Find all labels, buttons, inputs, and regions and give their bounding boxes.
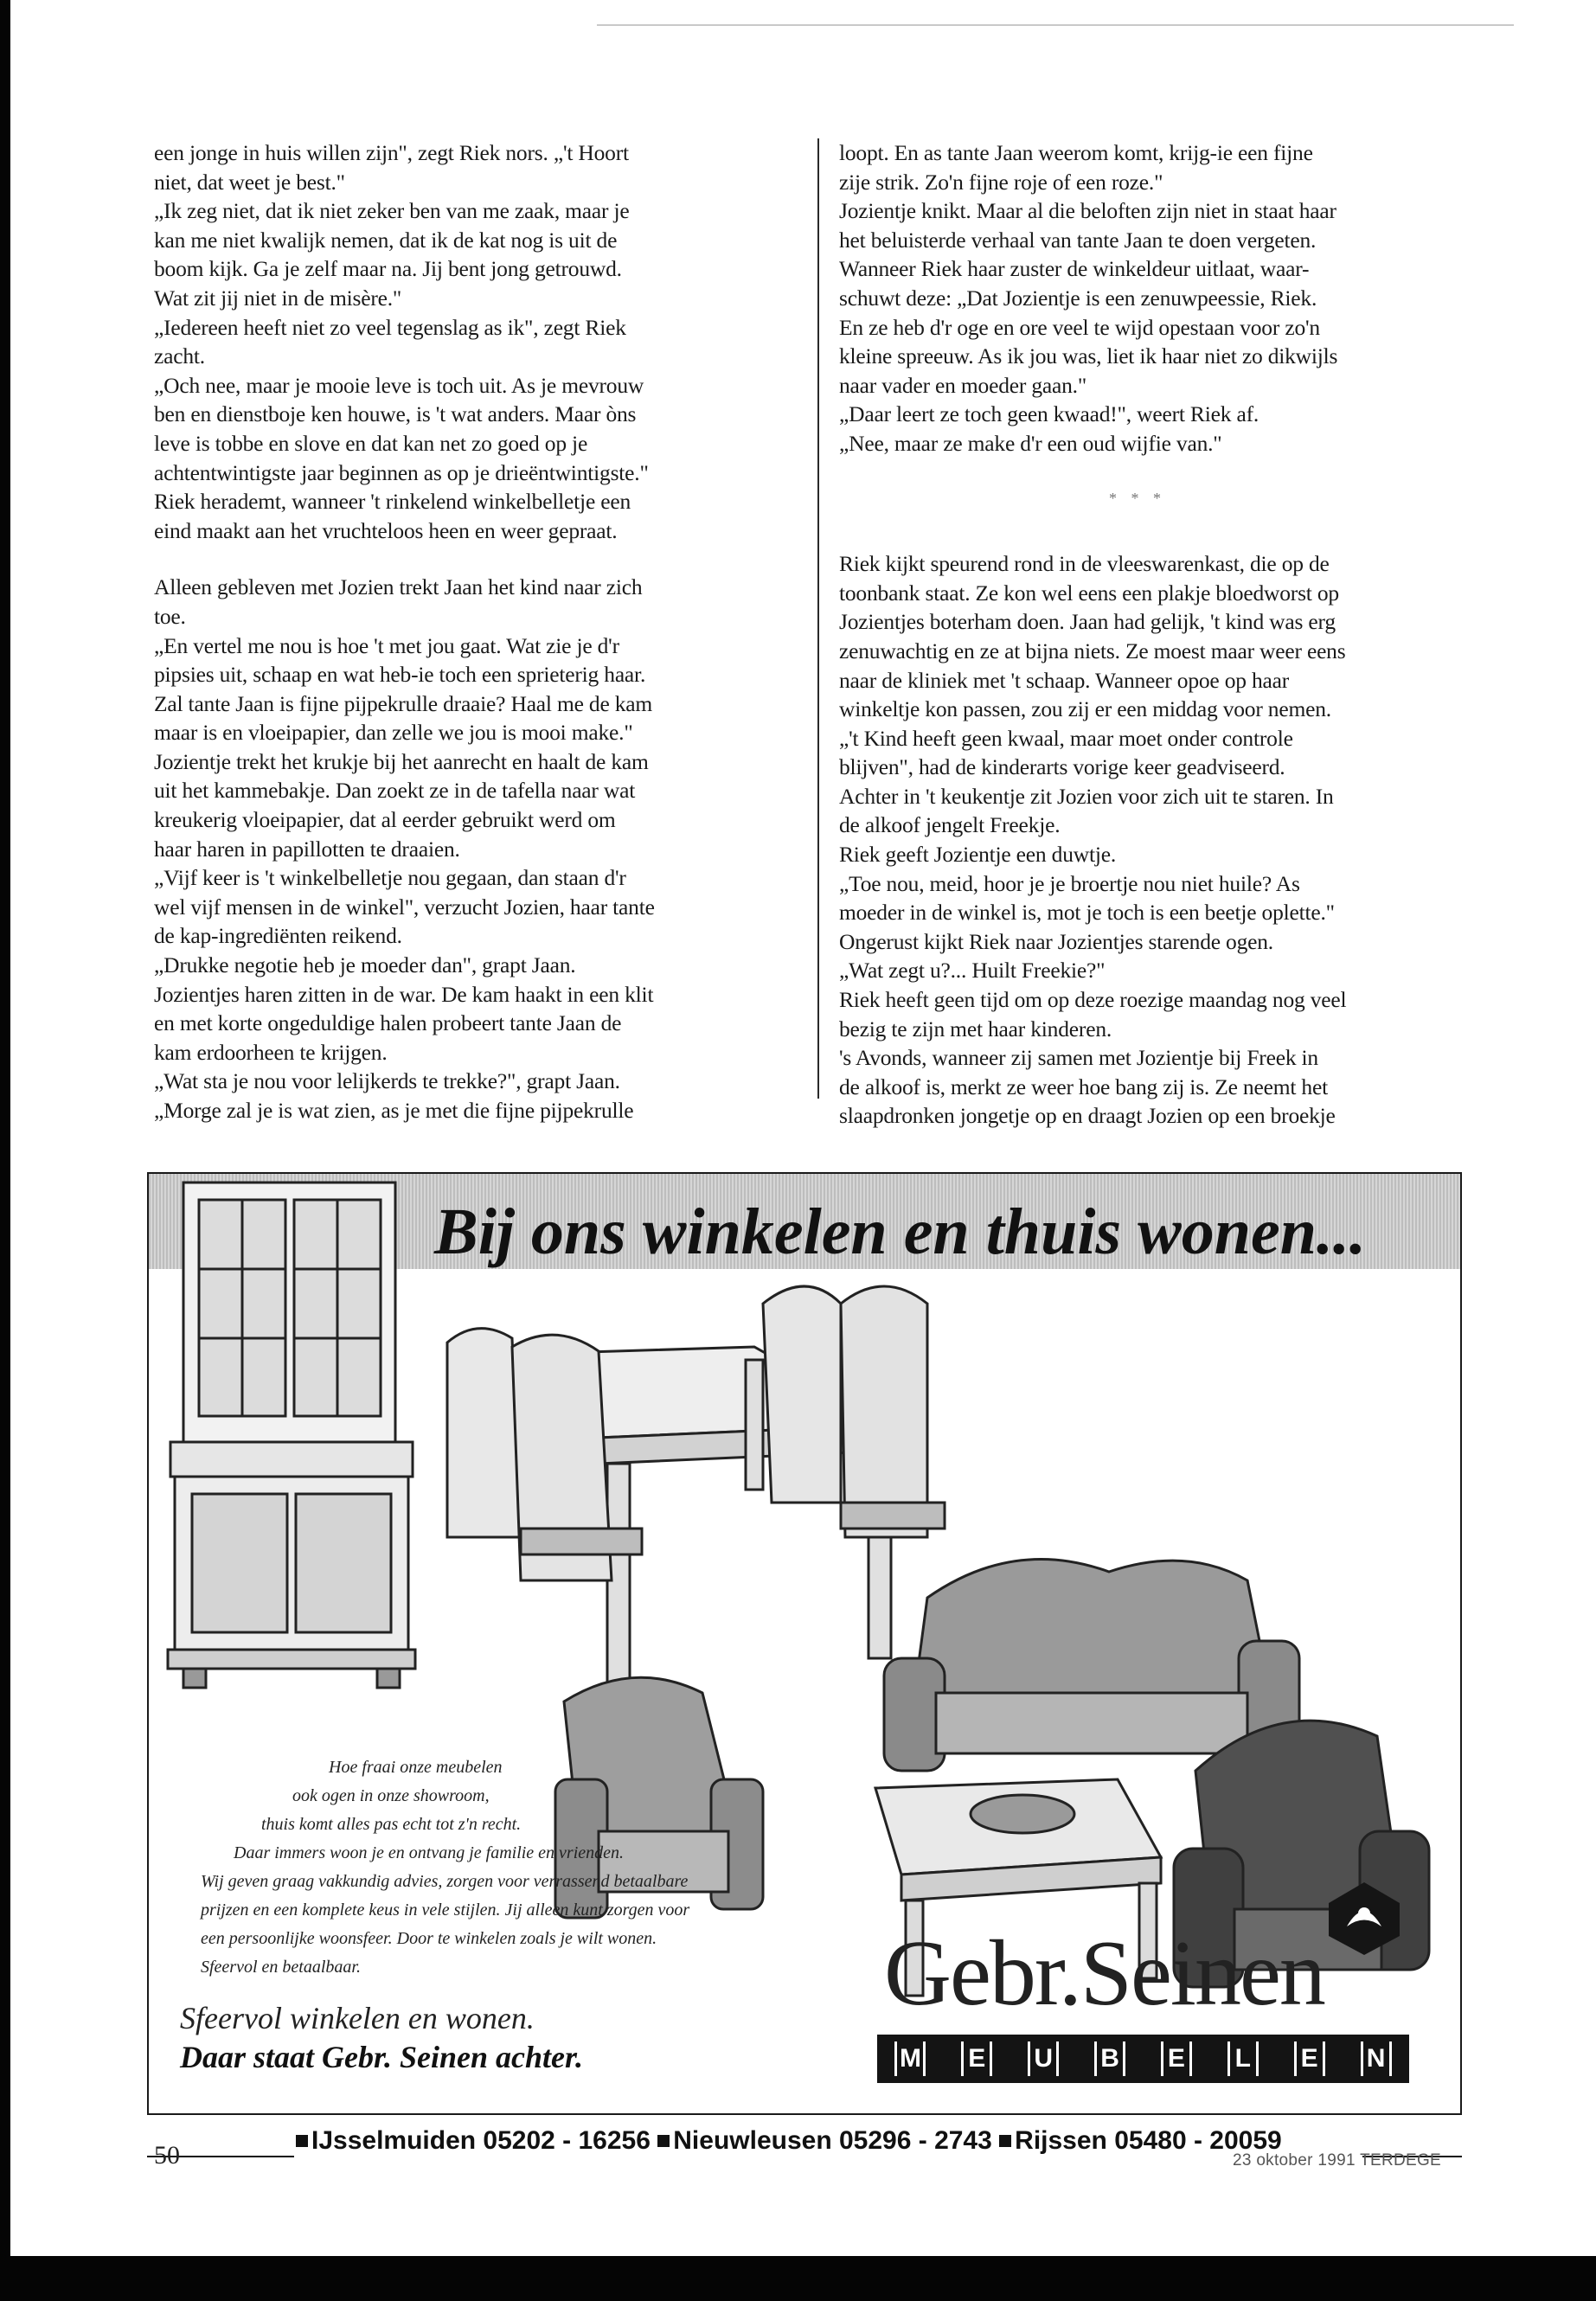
scan-bottom-border: [0, 2256, 1596, 2301]
brand-subtitle-bar: [877, 2035, 1409, 2083]
ad-body-line: Daar immers woon je en ontvang je familie en vrienden.: [234, 1843, 625, 1862]
column-divider: [817, 138, 819, 1099]
article-line: leve is tobbe en slove en dat kan net zo goed op je: [154, 430, 588, 456]
ad-body-text: [175, 1753, 1005, 1982]
brand-letter: E: [1294, 2041, 1325, 2076]
brand-emblem-icon: [1325, 1879, 1403, 1957]
article-line: „Morge zal je is wat zien, as je met die fijne pijpekrulle: [154, 1098, 634, 1123]
article-line: niet, dat weet je best.": [154, 169, 345, 195]
ad-tagline-2: Daar staat Gebr. Seinen achter.: [180, 2040, 584, 2074]
article-line: Riek geeft Jozientje een duwtje.: [839, 842, 1117, 868]
article-line: „Iedereen heeft niet zo veel tegenslag as ik", zegt Riek: [154, 314, 626, 340]
article-line: moeder in de winkel is, mot je toch is een beetje oplette.": [839, 900, 1335, 926]
article-line: „Vijf keer is 't winkelbelletje nou gegaan, dan staan d'r: [154, 865, 626, 891]
article-line: eind maakt aan het vruchteloos heen en weer gepraat.: [154, 517, 618, 543]
ad-body-line: prijzen en een komplete keus in vele stijlen. Jij alleen kunt zorgen voor: [201, 1900, 690, 1920]
article-line: en met korte ongeduldige halen probeert tante Jaan de: [154, 1010, 622, 1036]
right-column-bottom-text: [839, 549, 1436, 1131]
brand-letter: M: [894, 2041, 926, 2076]
brand-letter: E: [1161, 2041, 1192, 2076]
article-line: uit het kammebakje. Dan zoekt ze in de tafella naar wat: [154, 778, 636, 804]
contact-ijsselmuiden: IJsselmuiden 05202 - 16256: [311, 2126, 651, 2155]
article-line: ben en dienstboje ken houwe, is 't wat anders. Maar òns: [154, 401, 637, 427]
article-line: loopt. En as tante Jaan weerom komt, krijg-ie een fijne: [839, 140, 1313, 165]
article-line: „Nee, maar ze make d'r een oud wijfie van.": [839, 430, 1222, 456]
ad-tagline-1: Sfeervol winkelen en wonen.: [180, 2001, 535, 2035]
article-line: „Och nee, maar je mooie leve is toch uit. As je mevrouw: [154, 372, 644, 398]
article-line: Jozientje trekt het krukje bij het aanrecht en haalt de kam: [154, 748, 649, 774]
article-line: toonbank staat. Ze kon wel eens een plakje bloedworst op: [839, 580, 1339, 606]
cabinet-drawing: [168, 1183, 415, 1688]
article-line: „En vertel me nou is hoe 't met jou gaat. Wat zie je d'r: [154, 632, 619, 658]
article-line: wel vijf mensen in de winkel", verzucht Jozien, haar tante: [154, 894, 655, 920]
article-line: Wanneer Riek haar zuster de winkeldeur uitlaat, waar-: [839, 256, 1310, 282]
article-line: kan me niet kwalijk nemen, dat ik de kat nog is uit de: [154, 227, 618, 253]
ad-body-line: ook ogen in onze showroom,: [292, 1786, 490, 1805]
article-line: 's Avonds, wanneer zij samen met Jozientje bij Freek in: [839, 1045, 1318, 1071]
ad-body-line: een persoonlijke woonsfeer. Door te winkelen zoals je wilt wonen.: [201, 1929, 657, 1948]
article-column-right: [839, 138, 1436, 1131]
article-line: schuwt deze: „Dat Jozientje is een zenuwpeessie, Riek.: [839, 285, 1317, 311]
article-line: kam erdoorheen te krijgen.: [154, 1039, 388, 1065]
article-line: blijven", had de kinderarts vorige keer geadviseerd.: [839, 754, 1285, 780]
scan-left-border: [0, 0, 10, 2266]
brand-letter: N: [1361, 2041, 1392, 2076]
contact-items: [296, 2126, 1282, 2156]
article-line: winkeltje kon passen, zou zij er een middag voor nemen.: [839, 696, 1331, 722]
article-line: Jozientjes boterham doen. Jaan had gelijk, 't kind was erg: [839, 609, 1336, 635]
article-line: haar haren in papillotten te draaien.: [154, 836, 460, 862]
brand-letter: U: [1028, 2041, 1059, 2076]
article-line: „Toe nou, meid, hoor je je broertje nou niet huile? As: [839, 870, 1300, 896]
ad-body-line: Wij geven graag vakkundig advies, zorgen voor verrassend betaalbare: [201, 1872, 689, 1891]
article-line: kleine spreeuw. As ik jou was, liet ik haar niet zo dikwijls: [839, 343, 1338, 369]
article-line: de alkoof is, merkt ze weer hoe bang zij is. Ze neemt het: [839, 1074, 1328, 1099]
section-break-stars: * * *: [1109, 489, 1166, 507]
article-line: „'t Kind heeft geen kwaal, maar moet onder controle: [839, 725, 1293, 751]
article-line: Riek herademt, wanneer 't rinkelend winkelbelletje een: [154, 489, 631, 515]
furniture-advertisement: [147, 1172, 1462, 2115]
contact-rijssen: Rijssen 05480 - 20059: [1015, 2126, 1282, 2155]
page-number: 50: [154, 2141, 180, 2170]
article-line: pipsies uit, schaap en wat heb-ie toch een sprieterig haar.: [154, 662, 646, 688]
article-line: Alleen gebleven met Jozien trekt Jaan het kind naar zich: [154, 574, 643, 600]
article-line: kreukerig vloeipapier, dat al eerder gebruikt werd om: [154, 807, 616, 833]
article-line: Jozientje knikt. Maar al die beloften zijn niet in staat haar: [839, 198, 1336, 224]
brand-letter: B: [1094, 2041, 1125, 2076]
article-column-left: [154, 138, 751, 1125]
article-line: Wat zit jij niet in de misère.": [154, 285, 402, 311]
brand-wordmark: Gebr.Seinen: [884, 1922, 1324, 2025]
brand-letter: E: [961, 2041, 992, 2076]
article-line: Riek heeft geen tijd om op deze roezige maandag nog veel: [839, 987, 1347, 1013]
scan-top-line: [597, 24, 1514, 26]
ad-body-line: thuis komt alles pas echt tot z'n recht.: [261, 1815, 522, 1834]
article-line: zenuwachtig en ze at bijna niets. Ze moest maar weer eens: [839, 638, 1346, 663]
contact-nieuwleusen: Nieuwleusen 05296 - 2743: [673, 2126, 992, 2155]
article-line: boom kijk. Ga je zelf maar na. Jij bent jong getrouwd.: [154, 256, 622, 282]
article-line: „Ik zeg niet, dat ik niet zeker ben van me zaak, maar je: [154, 198, 630, 224]
article-line: En ze heb d'r oge en ore veel te wijd opestaan voor zo'n: [839, 314, 1320, 340]
article-line: bezig te zijn met haar kinderen.: [839, 1016, 1112, 1042]
article-line: Riek kijkt speurend rond in de vleeswarenkast, die op de: [839, 551, 1330, 577]
article-line: naar de kliniek met 't schaap. Wanneer opoe op haar: [839, 667, 1290, 693]
square-bullet-icon: [657, 2135, 670, 2147]
article-line: „Wat sta je nou voor lelijkerds te trekke?", grapt Jaan.: [154, 1068, 620, 1094]
sofa-drawing: [884, 1559, 1299, 1771]
right-column-top-text: [839, 138, 1436, 458]
article-line: Jozientjes haren zitten in de war. De kam haakt in een klit: [154, 981, 654, 1007]
article-line: de kap-ingrediënten reikend.: [154, 923, 402, 949]
article-line: slaapdronken jongetje op en draagt Jozien op een broekje: [839, 1103, 1336, 1129]
article-line: zacht.: [154, 343, 205, 369]
article-line: „Daar leert ze toch geen kwaad!", weert Riek af.: [839, 401, 1259, 427]
square-bullet-icon: [999, 2135, 1011, 2147]
ad-headline: Bij ons winkelen en thuis wonen...: [434, 1195, 1366, 1268]
article-line: een jonge in huis willen zijn", zegt Riek nors. „'t Hoort: [154, 140, 629, 165]
article-line: Ongerust kijkt Riek naar Jozientjes starende ogen.: [839, 928, 1273, 954]
ad-body-line: Sfeervol en betaalbaar.: [201, 1958, 361, 1977]
ad-body-line: Hoe fraai onze meubelen: [329, 1758, 503, 1777]
square-bullet-icon: [296, 2135, 308, 2147]
article-line: Zal tante Jaan is fijne pijpekrulle draaie? Haal me de kam: [154, 690, 653, 716]
article-line: Achter in 't keukentje zit Jozien voor zich uit te staren. In: [839, 783, 1334, 809]
article-line: naar vader en moeder gaan.": [839, 372, 1087, 398]
article-line: toe.: [154, 603, 186, 629]
article-line: het beluisterde verhaal van tante Jaan te doen vergeten.: [839, 227, 1317, 253]
issue-date: 23 oktober 1991 TERDEGE: [1233, 2151, 1442, 2170]
article-line: „Wat zegt u?... Huilt Freekie?": [839, 958, 1106, 984]
article-line: de alkoof jengelt Freekje.: [839, 812, 1061, 838]
article-line: „Drukke negotie heb je moeder dan", grapt Jaan.: [154, 952, 576, 978]
article-line: zije strik. Zo'n fijne roje of een roze.": [839, 169, 1163, 195]
article-line: achtentwintigste jaar beginnen as op je drieëntwintigste.": [154, 459, 649, 485]
brand-letter: L: [1227, 2041, 1259, 2076]
article-line: maar is en vloeipapier, dan zelle we jou is mooi make.": [154, 720, 633, 746]
